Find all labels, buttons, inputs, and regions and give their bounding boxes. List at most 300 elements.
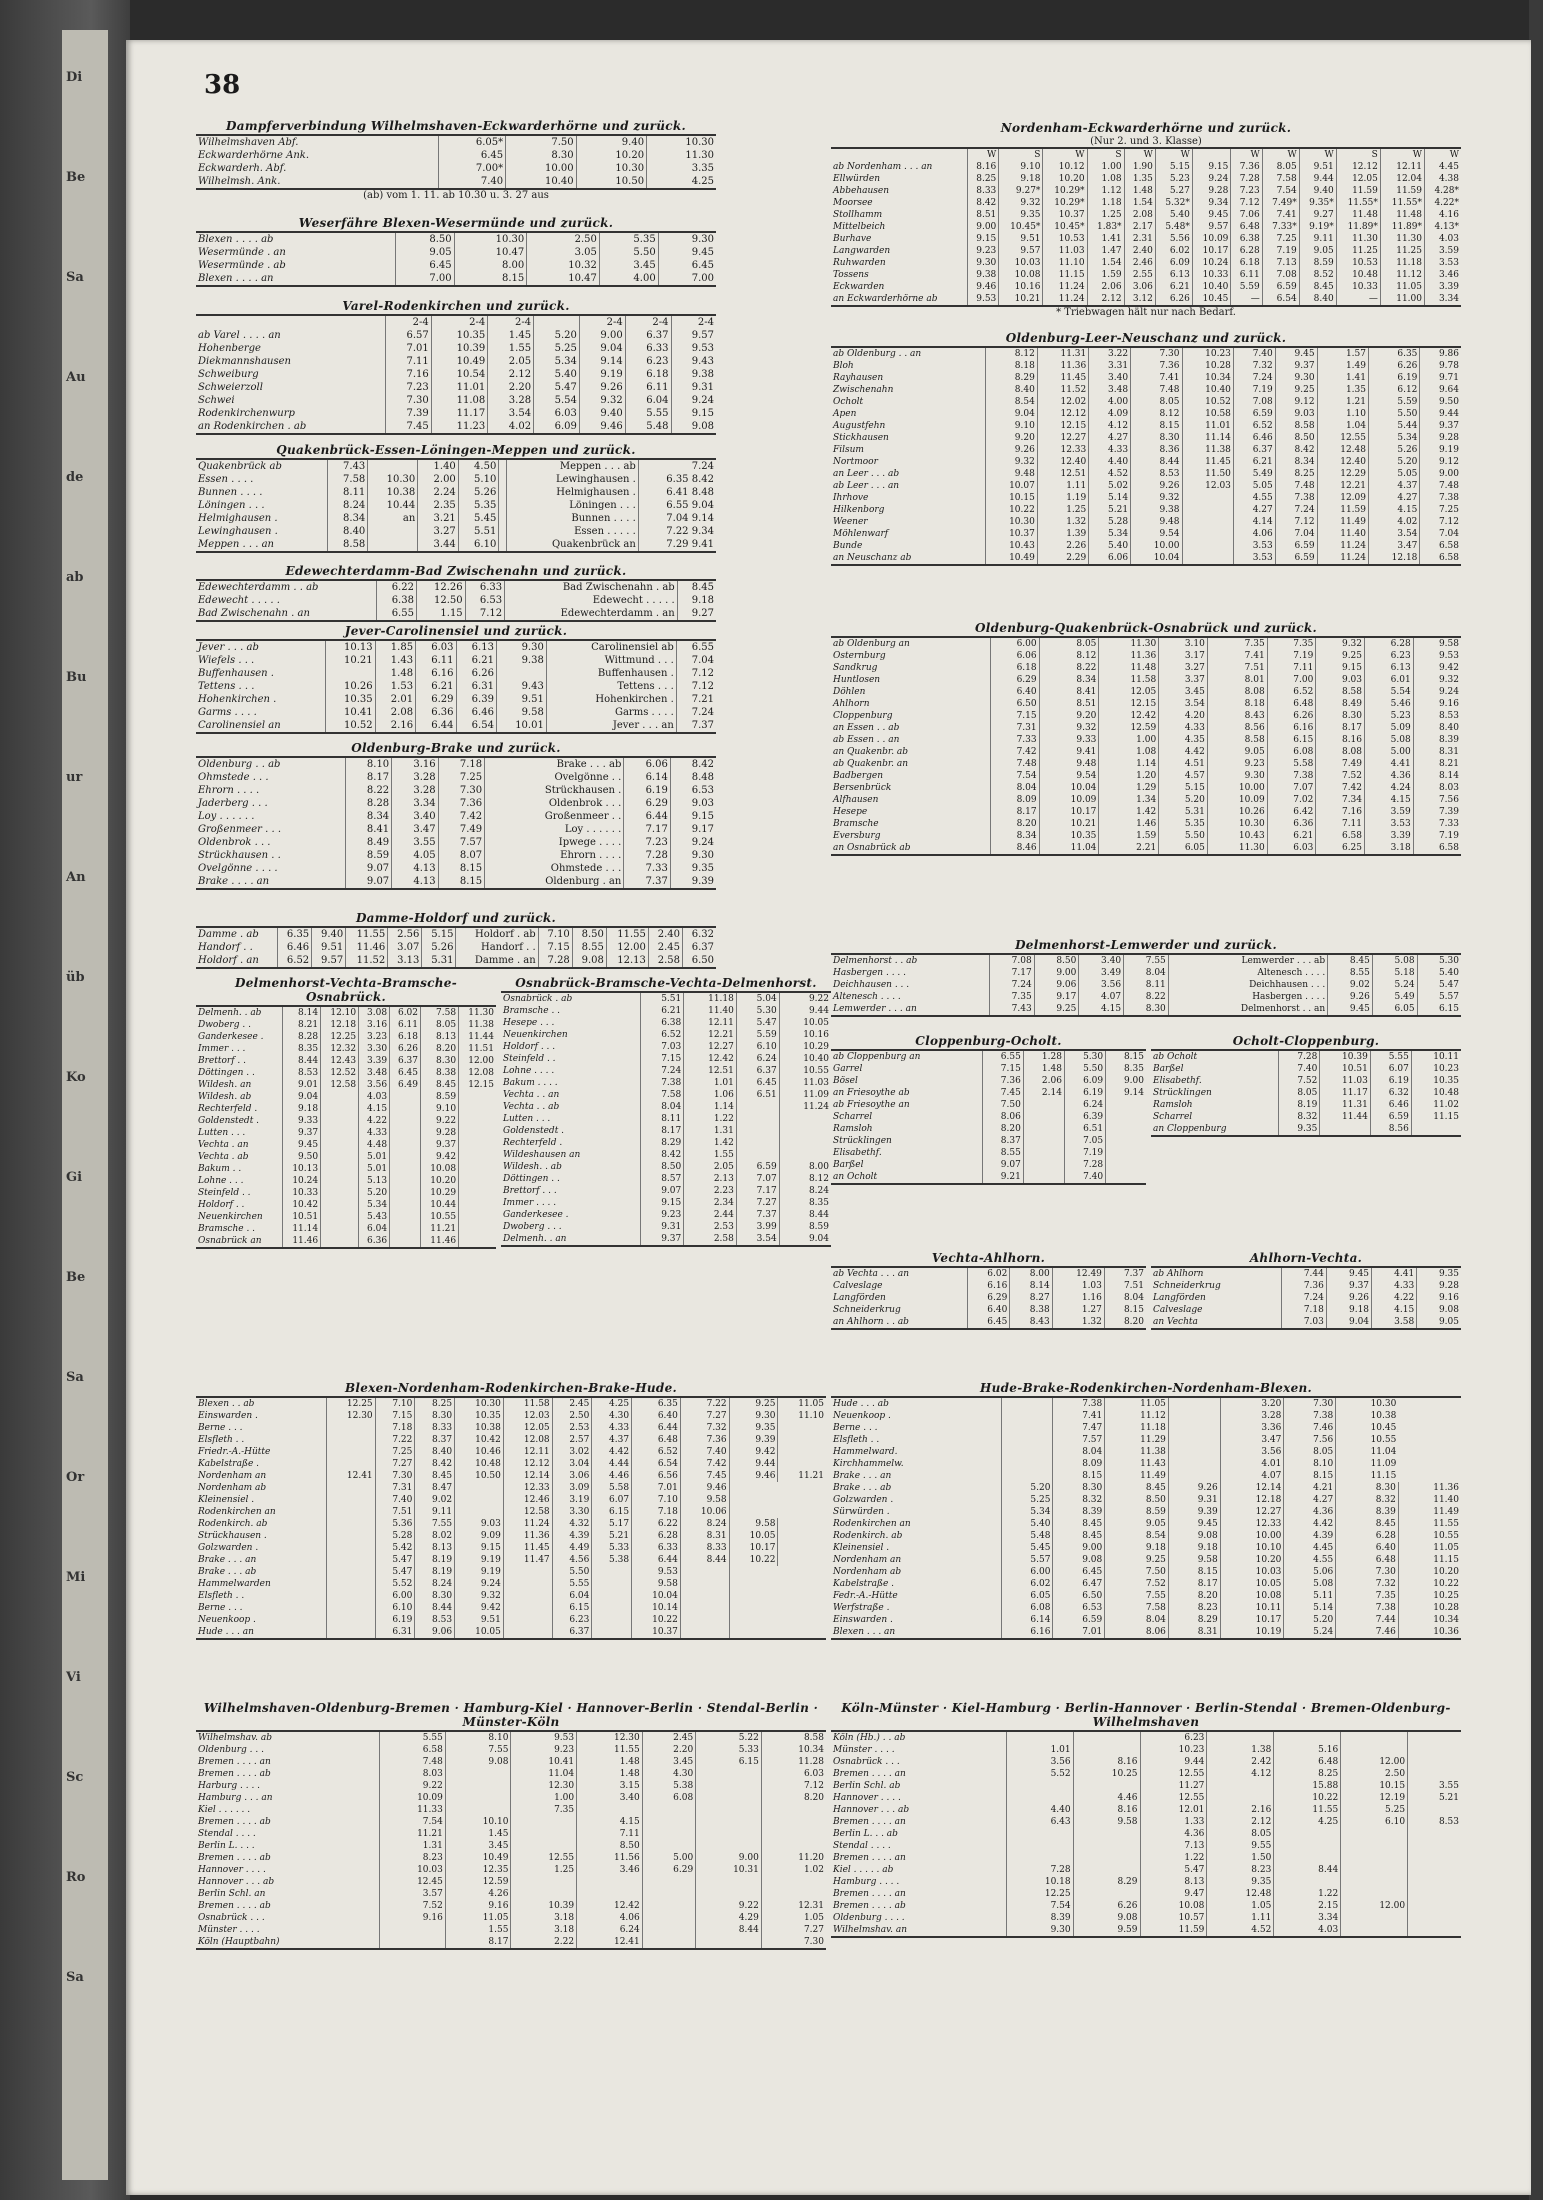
departure-time: 7.51: [1104, 1280, 1146, 1292]
departure-time: 6.45: [736, 1077, 779, 1089]
departure-time: [1182, 516, 1233, 528]
departure-time: —: [1231, 293, 1262, 306]
departure-time: 6.39: [456, 693, 496, 706]
departure-time: 9.48: [1039, 758, 1099, 770]
departure-time: 8.00: [454, 259, 527, 272]
departure-time: 4.12: [1207, 1768, 1274, 1780]
departure-time: 5.09: [1365, 722, 1414, 734]
departure-time: 9.51: [455, 1614, 504, 1626]
departure-time: 8.39: [1413, 734, 1461, 746]
table-row: [831, 1316, 1146, 1329]
departure-time: 8.01: [1207, 674, 1267, 686]
departure-time: [1023, 1111, 1064, 1123]
departure-time: 8.41: [345, 823, 391, 836]
departure-time: 9.51: [1299, 161, 1336, 173]
station-name: an Vechta: [1153, 1317, 1198, 1327]
station-name: Oldenburg . . .: [198, 1745, 264, 1755]
departure-time: 7.30: [385, 394, 431, 407]
table-row: [831, 1159, 1146, 1171]
departure-time: 2.05: [684, 1161, 737, 1173]
station-name: Garms . . . .: [198, 707, 257, 718]
departure-time: 8.17: [445, 1936, 511, 1949]
departure-time: [1192, 148, 1231, 161]
departure-time: [1073, 1840, 1140, 1852]
timetable: [831, 953, 1461, 1017]
departure-time: 11.18: [684, 992, 737, 1005]
departure-time: 12.27: [684, 1041, 737, 1053]
departure-time: 4.21: [1284, 1482, 1336, 1494]
departure-time: 8.32: [1336, 1494, 1399, 1506]
departure-time: 9.04: [779, 1233, 831, 1246]
departure-time: 11.05: [1105, 1397, 1169, 1410]
departure-time: 7.35: [989, 991, 1034, 1003]
departure-time: 12.18: [1220, 1494, 1284, 1506]
table-row: [831, 1924, 1461, 1937]
departure-time: 12.55: [511, 1852, 577, 1864]
departure-time: 3.36: [1220, 1422, 1284, 1434]
departure-time: 5.00: [642, 1852, 695, 1864]
departure-time: 7.28: [1231, 173, 1262, 185]
station-name: an Ocholt: [833, 1172, 878, 1182]
departure-time: [736, 1125, 779, 1137]
departure-time: 4.15: [1369, 504, 1420, 516]
table-row: [831, 758, 1461, 770]
station-name: [196, 315, 385, 329]
table-row: [831, 492, 1461, 504]
table-row: [501, 1113, 831, 1125]
departure-time: 10.13: [283, 1163, 321, 1175]
departure-time: 6.19: [624, 784, 670, 797]
departure-time: 6.04: [552, 1590, 592, 1602]
departure-time: 11.52: [1037, 384, 1088, 396]
departure-time: 6.57: [385, 329, 431, 342]
departure-time: 5.21: [592, 1530, 632, 1542]
departure-time: 8.18: [986, 360, 1037, 372]
departure-time: 3.09: [552, 1482, 592, 1494]
station-name: ab Friesoythe an: [833, 1100, 910, 1110]
departure-time: 9.45: [658, 246, 716, 259]
departure-time: [779, 1125, 831, 1137]
departure-time: 9.37: [1326, 1280, 1371, 1292]
departure-time: [1341, 1840, 1408, 1852]
departure-time: 7.00: [395, 272, 454, 286]
departure-time: 8.47: [415, 1482, 455, 1494]
departure-time: 5.38: [592, 1554, 632, 1566]
section-title: Delmenhorst-Vechta-Bramsche-Osnabrück.: [234, 976, 458, 1004]
departure-time: 6.47: [1053, 1578, 1105, 1590]
departure-time: 12.43: [321, 1055, 359, 1067]
departure-time: [511, 1828, 577, 1840]
table-row: [196, 407, 716, 420]
station-name: Lohne . . .: [198, 1176, 244, 1186]
departure-time: 6.53: [670, 784, 716, 797]
station-name: Immer . . . .: [503, 1198, 557, 1208]
station-name: Osnabrück an: [198, 1236, 262, 1246]
table-row: [196, 1731, 826, 1744]
departure-time: [390, 1139, 421, 1151]
departure-time: 10.04: [632, 1590, 681, 1602]
departure-time: 9.45: [1192, 209, 1231, 221]
departure-time: 9.37: [641, 1233, 684, 1246]
departure-time: 11.25: [1380, 245, 1424, 257]
departure-time: 10.17: [729, 1542, 778, 1554]
departure-time: 11.89*: [1380, 221, 1424, 233]
departure-time: 5.34: [1001, 1506, 1053, 1518]
departure-time: 4.02: [1369, 516, 1420, 528]
departure-time: [511, 1816, 577, 1828]
departure-time: 6.44: [416, 719, 456, 733]
station-name: Jever . . . ab: [198, 642, 259, 653]
departure-time: 9.34: [1192, 197, 1231, 209]
departure-time: 8.07: [438, 849, 484, 862]
departure-time: 9.00: [1034, 967, 1079, 979]
station-name: Fedr.-A.-Hütte: [833, 1591, 898, 1601]
departure-time: 12.42: [1099, 710, 1159, 722]
departure-time: [778, 1422, 826, 1434]
departure-time: Ehrorn . . . .: [485, 849, 624, 862]
departure-time: 6.45: [438, 149, 506, 162]
departure-time: 8.33: [967, 185, 998, 197]
departure-time: 8.45: [1105, 1482, 1169, 1494]
departure-time: 10.08: [421, 1163, 459, 1175]
departure-time: 10.14: [632, 1602, 681, 1614]
station-name: Steinfeld . .: [198, 1188, 251, 1198]
departure-time: 6.46: [456, 706, 496, 719]
departure-time: 9.35*: [1299, 197, 1336, 209]
departure-time: 11.59: [1317, 504, 1368, 516]
departure-time: 10.30: [647, 135, 716, 149]
departure-time: 6.18: [1231, 257, 1262, 269]
departure-time: 6.09: [1064, 1075, 1105, 1087]
departure-time: 8.29: [1168, 1614, 1220, 1626]
departure-time: 4.22: [359, 1115, 390, 1127]
edge-text-fragment: Bu: [66, 670, 87, 685]
departure-time: 8.52: [1299, 269, 1336, 281]
station-name: Hohenberge: [198, 343, 261, 354]
departure-time: 7.12: [676, 667, 716, 680]
departure-time: 6.08: [1267, 746, 1316, 758]
departure-time: 8.33: [415, 1422, 455, 1434]
departure-time: 4.40: [1089, 456, 1131, 468]
departure-time: 7.40: [1233, 347, 1275, 360]
departure-time: [729, 1494, 778, 1506]
departure-time: 10.11: [1411, 1050, 1461, 1063]
departure-time: 9.51: [312, 941, 346, 954]
departure-time: W: [1231, 148, 1262, 161]
departure-time: 3.10: [1159, 637, 1208, 650]
departure-time: [577, 1804, 643, 1816]
departure-time: [503, 1602, 552, 1614]
station-name: Stendal . . . .: [198, 1829, 256, 1839]
departure-time: 9.04: [283, 1091, 321, 1103]
departure-time: 4.46: [592, 1470, 632, 1482]
departure-time: 6.26: [1267, 710, 1316, 722]
departure-time: 9.19: [455, 1554, 504, 1566]
departure-time: 10.40: [1182, 384, 1233, 396]
departure-time: 8.46: [990, 842, 1039, 855]
departure-time: 3.05: [527, 246, 600, 259]
table-row: [196, 1055, 496, 1067]
table-row: [831, 1075, 1146, 1087]
departure-time: 8.17: [641, 1125, 684, 1137]
departure-time: 9.45: [283, 1139, 321, 1151]
departure-time: 6.35 8.42: [638, 473, 716, 486]
departure-time: [1168, 1434, 1220, 1446]
departure-time: 5.21: [1089, 504, 1131, 516]
departure-time: 3.46: [1424, 269, 1461, 281]
table-row: [501, 1005, 831, 1017]
departure-time: 9.44: [779, 1005, 831, 1017]
departure-time: 9.18: [1168, 1542, 1220, 1554]
departure-time: 8.38: [421, 1067, 459, 1079]
departure-time: [1073, 1828, 1140, 1840]
departure-time: 9.32: [455, 1590, 504, 1602]
departure-time: 4.33: [1089, 444, 1131, 456]
station-name: an Cloppenburg: [1153, 1124, 1227, 1134]
departure-time: 9.15: [671, 407, 716, 420]
departure-time: 10.53: [1336, 257, 1380, 269]
departure-time: 9.18: [677, 594, 716, 607]
departure-time: 1.48: [577, 1756, 643, 1768]
departure-time: 12.12: [503, 1458, 552, 1470]
station-name: Bad Zwischenahn . an: [198, 608, 310, 619]
departure-time: 2.35: [418, 499, 459, 512]
departure-time: 4.42: [1159, 746, 1208, 758]
departure-time: 5.57: [1417, 991, 1461, 1003]
table-row: [831, 1506, 1461, 1518]
station-name: Bremen . . . . an: [833, 1769, 906, 1779]
departure-time: 6.36: [1267, 818, 1316, 830]
departure-time: 3.55: [1408, 1780, 1461, 1792]
departure-time: 10.12: [1043, 161, 1087, 173]
departure-time: [1168, 1458, 1220, 1470]
departure-time: 7.40: [1064, 1171, 1105, 1184]
table-row: [831, 1554, 1461, 1566]
departure-time: [459, 1127, 496, 1139]
departure-time: Garms . . . .: [546, 706, 676, 719]
departure-time: [1408, 1840, 1461, 1852]
timetable: [196, 134, 716, 190]
departure-time: 5.46: [1365, 698, 1414, 710]
departure-time: 10.08: [1140, 1900, 1207, 1912]
station-name: Osnabrück . ab: [503, 994, 573, 1004]
departure-time: 7.35: [511, 1804, 577, 1816]
departure-time: 9.15: [967, 233, 998, 245]
departure-time: [445, 1780, 511, 1792]
edge-text-fragment: Be: [66, 170, 86, 185]
table-row: [831, 293, 1461, 306]
departure-time: 1.59: [1099, 830, 1159, 842]
departure-time: 9.22: [380, 1780, 446, 1792]
departure-time: 11.01: [431, 381, 488, 394]
station-name: Hasbergen . . . .: [833, 968, 906, 978]
departure-time: [1341, 1924, 1408, 1937]
departure-time: 10.23: [1411, 1063, 1461, 1075]
departure-time: 11.23: [431, 420, 488, 434]
departure-time: 8.20: [1104, 1316, 1146, 1329]
departure-time: 10.52: [325, 719, 375, 733]
departure-time: 6.10: [458, 538, 499, 552]
departure-time: 9.26: [1168, 1482, 1220, 1494]
departure-time: 7.58: [421, 1006, 459, 1019]
departure-time: 11.21: [778, 1470, 826, 1482]
departure-time: 8.45: [1053, 1518, 1105, 1530]
section-title: Köln-Münster · Kiel-Hamburg · Berlin-Hannover · Berlin-Stendal · Bremen-Oldenburg-Wilhelmshaven: [841, 1701, 1451, 1729]
departure-time: 7.36: [1281, 1280, 1326, 1292]
departure-time: 7.38: [1275, 492, 1317, 504]
departure-time: 10.55: [1398, 1530, 1461, 1542]
table-row: [196, 1876, 826, 1888]
table-row: [196, 394, 716, 407]
departure-time: 6.25: [1316, 842, 1365, 855]
departure-time: 11.05: [1380, 281, 1424, 293]
departure-time: 6.19: [1369, 372, 1420, 384]
departure-time: 6.05: [1372, 1003, 1417, 1016]
departure-time: 12.48: [1207, 1888, 1274, 1900]
departure-time: [1023, 1147, 1064, 1159]
departure-time: 12.02: [1037, 396, 1088, 408]
departure-time: 6.48: [1336, 1554, 1399, 1566]
departure-time: 9.54: [1039, 770, 1099, 782]
departure-time: [326, 1482, 375, 1494]
table-row: [1151, 1316, 1461, 1329]
station-name: Rodenkirchen an: [198, 1507, 276, 1517]
departure-time: 9.15: [455, 1542, 504, 1554]
departure-time: 10.09: [1207, 794, 1267, 806]
departure-time: 4.57: [1159, 770, 1208, 782]
departure-time: 3.28: [392, 771, 438, 784]
departure-time: [1168, 1446, 1220, 1458]
departure-time: 1.00: [1087, 161, 1124, 173]
departure-time: 8.25: [1274, 1768, 1341, 1780]
departure-time: [729, 1614, 778, 1626]
departure-time: 8.49: [345, 836, 391, 849]
station-name: Bremen . . . . an: [833, 1889, 906, 1899]
departure-time: 7.11: [385, 355, 431, 368]
timetable-section: [196, 215, 716, 287]
departure-time: 6.43: [1006, 1816, 1073, 1828]
departure-time: 7.23: [1231, 185, 1262, 197]
departure-time: 4.36: [1140, 1828, 1207, 1840]
departure-time: 9.18: [999, 173, 1043, 185]
departure-time: [1182, 492, 1233, 504]
departure-time: 8.28: [345, 797, 391, 810]
departure-time: 9.40: [579, 407, 625, 420]
departure-time: 1.19: [1037, 492, 1088, 504]
departure-time: [1408, 1912, 1461, 1924]
departure-time: 11.04: [1039, 842, 1099, 855]
departure-time: 6.15: [1267, 734, 1316, 746]
table-row: [831, 770, 1461, 782]
departure-time: [1001, 1446, 1053, 1458]
departure-time: [696, 1936, 762, 1949]
departure-time: [696, 1888, 762, 1900]
table-row: [831, 991, 1461, 1003]
table-row: [196, 1494, 826, 1506]
table-row: [196, 1590, 826, 1602]
departure-time: 9.09: [455, 1530, 504, 1542]
departure-time: 6.05: [1001, 1590, 1053, 1602]
departure-time: 1.00: [1099, 734, 1159, 746]
departure-time: 11.36: [1037, 360, 1088, 372]
section-title: Hude-Brake-Rodenkirchen-Nordenham-Blexen.: [979, 1381, 1313, 1395]
departure-time: 7.19: [1267, 650, 1316, 662]
departure-time: 6.26: [1155, 293, 1192, 306]
departure-time: 8.34: [345, 810, 391, 823]
station-name: Berlin Schl. an: [198, 1889, 266, 1899]
departure-time: 10.36: [1398, 1626, 1461, 1639]
departure-time: 9.33: [1039, 734, 1099, 746]
table-row: [501, 1053, 831, 1065]
departure-time: 10.55: [421, 1211, 459, 1223]
departure-time: 8.36: [1131, 444, 1182, 456]
departure-time: 7.35: [1336, 1590, 1399, 1602]
station-name: Möhlenwarf: [833, 529, 889, 539]
departure-time: 11.12: [1380, 269, 1424, 281]
station-name: Lemwerder . . . an: [833, 1004, 917, 1014]
station-name: Vechta . . ab: [503, 1102, 560, 1112]
departure-time: 10.33: [1336, 281, 1380, 293]
departure-time: 5.50: [1159, 830, 1208, 842]
departure-time: 7.31: [990, 722, 1039, 734]
departure-time: 8.30: [1316, 710, 1365, 722]
table-row: [501, 992, 831, 1005]
departure-time: [1168, 1470, 1220, 1482]
departure-time: 3.04: [552, 1458, 592, 1470]
departure-time: 2.16: [1207, 1804, 1274, 1816]
departure-time: [729, 1566, 778, 1578]
departure-time: 8.05: [1262, 161, 1299, 173]
departure-time: 9.10: [986, 420, 1037, 432]
departure-time: 8.29: [641, 1137, 684, 1149]
departure-time: [1023, 1123, 1064, 1135]
timetable: [196, 231, 716, 287]
departure-time: 11.05: [1398, 1542, 1461, 1554]
departure-time: 8.16: [1073, 1804, 1140, 1816]
departure-time: 6.45: [395, 259, 454, 272]
departure-time: 2.42: [1207, 1756, 1274, 1768]
departure-time: [445, 1768, 511, 1780]
departure-time: [1207, 1731, 1274, 1744]
departure-time: Ohmstede . . .: [485, 862, 624, 875]
departure-time: 10.44: [368, 499, 418, 512]
departure-time: 10.00: [1220, 1530, 1284, 1542]
timetable-section: [196, 740, 716, 890]
departure-time: 1.54: [1124, 197, 1155, 209]
table-row: [196, 941, 716, 954]
departure-time: 1.40: [418, 459, 459, 473]
departure-time: Meppen . . . ab: [506, 459, 638, 473]
table-row: [196, 1578, 826, 1590]
table-row: [831, 967, 1461, 979]
departure-time: 2.58: [648, 954, 682, 968]
departure-time: 8.19: [415, 1566, 455, 1578]
station-name: Holdorf . .: [198, 1200, 245, 1210]
departure-time: 12.14: [503, 1470, 552, 1482]
departure-time: 9.25: [1316, 650, 1365, 662]
departure-time: [736, 1137, 779, 1149]
departure-time: 9.19: [579, 368, 625, 381]
table-row: [196, 1006, 496, 1019]
departure-time: 8.25: [415, 1397, 455, 1410]
departure-time: 6.13: [456, 640, 496, 654]
departure-time: 5.47: [1140, 1864, 1207, 1876]
departure-time: Loy . . . . . .: [485, 823, 624, 836]
departure-time: 1.06: [684, 1089, 737, 1101]
station-name: Buffenhausen .: [198, 668, 274, 679]
departure-time: 6.50: [683, 954, 717, 968]
station-name: Bakum . . . .: [503, 1078, 558, 1088]
